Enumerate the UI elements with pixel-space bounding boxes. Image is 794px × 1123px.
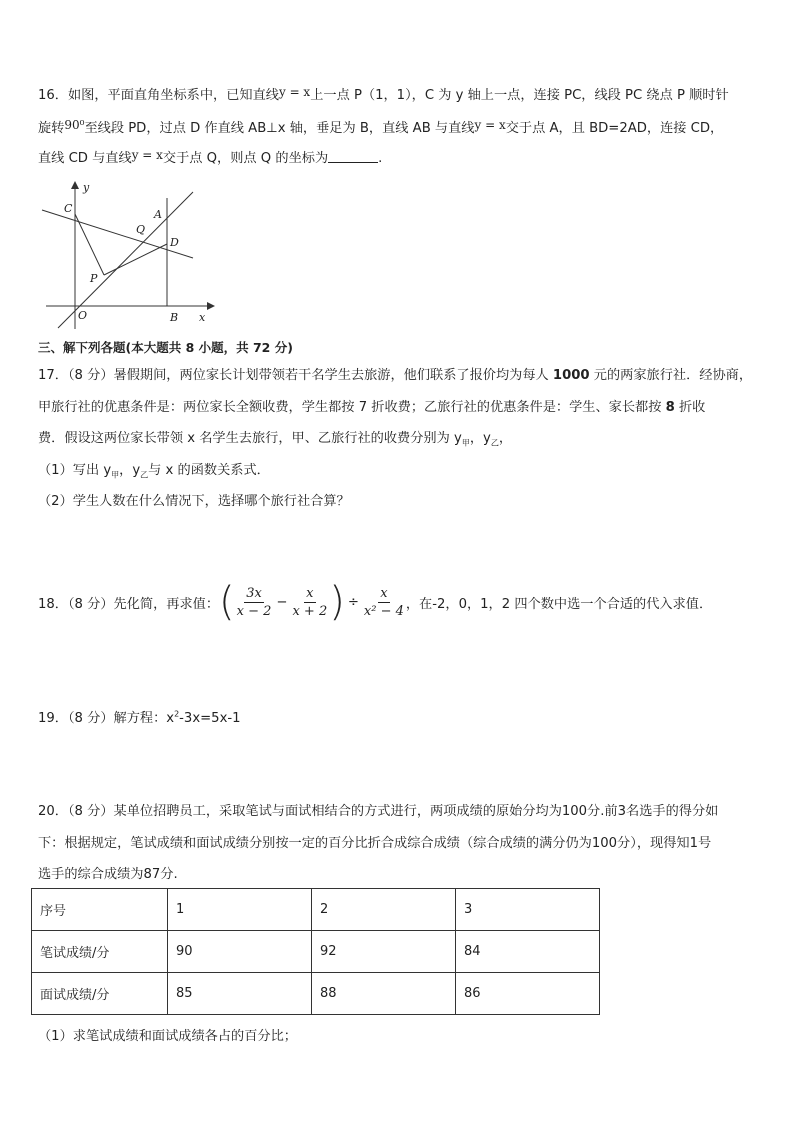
math-y-eq-x: y = x xyxy=(278,85,311,99)
math-y-eq-x: y = x xyxy=(131,148,163,162)
table-cell: 88 xyxy=(312,973,456,1015)
table-row xyxy=(32,889,600,931)
q17-line2: 甲旅行社的优惠条件是：两位家长全额收费，学生都按 7 折收费；乙旅行社的优惠条件是：学生、家长都按 8 折收 xyxy=(38,400,706,415)
label-a: A xyxy=(154,208,162,221)
label-y: y xyxy=(83,181,90,194)
table-row xyxy=(32,931,600,973)
table-cell: 序号 xyxy=(32,889,168,931)
q20-part1: （1）求笔试成绩和面试成绩各占的百分比； xyxy=(38,1029,297,1044)
fraction-3: $\frac{x}{\text{x² − 4}}$ xyxy=(363,585,404,619)
q19: 19．（8 分）解方程：$x^2-3x=5x-1$ xyxy=(38,709,241,726)
label-o: O xyxy=(78,309,88,322)
answer-blank[interactable] xyxy=(328,150,378,163)
section-3-header: 三、解下列各题(本大题共 8 小题，共 72 分) xyxy=(38,340,293,355)
table-cell: 1 xyxy=(168,889,312,931)
q16-line2: 旋转90⁰至线段 PD，过点 D 作直线 AB⊥x 轴，垂足为 B，直线 AB 与直线y = x交于点 A，且 BD=2AD，连接 CD， xyxy=(38,118,724,136)
table-cell: 面试成绩/分 xyxy=(32,973,168,1015)
label-p: P xyxy=(90,272,98,285)
table-row xyxy=(32,973,600,1015)
paren-close: ) xyxy=(329,579,345,625)
q18: 18．（8 分）先化简，再求值： ( $\frac{3x}{x - 2}$ − $\frac{x}{x + 2}$ ) ÷ $\frac{x}{\text{x² − 4}}$ ，在-2，0，1，2 四个数中选一个合适的代入求值． xyxy=(38,579,713,625)
math-y-eq-x: y = x xyxy=(474,118,506,132)
segment-pc xyxy=(75,214,104,275)
label-c: C xyxy=(64,202,73,215)
q20-line1: 20．（8 分）某单位招聘员工，采取笔试与面试相结合的方式进行，两项成绩的原始分均为100分.前3名选手的得分如 xyxy=(38,804,719,819)
q20-line3: 选手的综合成绩为87分. xyxy=(38,867,178,882)
line-y-eq-x xyxy=(58,192,193,328)
fraction-2: $\frac{x}{x + 2}$ xyxy=(292,585,328,619)
label-d: D xyxy=(170,236,179,249)
label-x: x xyxy=(199,311,206,324)
table-cell: 90 xyxy=(168,931,312,973)
segment-pd xyxy=(104,244,167,275)
q17-part1: （1）写出 $y_甲$，$y_乙$与 x 的函数关系式． xyxy=(38,463,270,480)
table-cell: 84 xyxy=(456,931,600,973)
line-cd xyxy=(42,210,193,258)
q17-part2: （2）学生人数在什么情况下，选择哪个旅行社合算？ xyxy=(38,494,350,509)
q16-coordinate-figure xyxy=(38,176,223,331)
q16-line1: 16．如图，平面直角坐标系中，已知直线y = x上一点 P（1，1），C 为 y 轴上一点，连接 PC，线段 PC 绕点 P 顺时针 xyxy=(38,85,729,103)
q16-line3: 直线 CD 与直线y = x交于点 Q，则点 Q 的坐标为 . xyxy=(38,148,383,166)
label-b: B xyxy=(170,311,179,324)
table-cell: 2 xyxy=(312,889,456,931)
scores-table xyxy=(31,888,600,1015)
table-cell: 笔试成绩/分 xyxy=(32,931,168,973)
q17-line3: 费．假设这两位家长带领 x 名学生去旅行，甲、乙旅行社的收费分别为 $y_甲$，$y_乙$， xyxy=(38,431,512,448)
table-cell: 92 xyxy=(312,931,456,973)
q17-line1: 17．（8 分）暑假期间，两位家长计划带领若干名学生去旅游，他们联系了报价均为每人 1000 元的两家旅行社．经协商， xyxy=(38,368,753,383)
table-cell: 85 xyxy=(168,973,312,1015)
table-cell: 3 xyxy=(456,889,600,931)
table-cell: 86 xyxy=(456,973,600,1015)
q20-line2: 下：根据规定，笔试成绩和面试成绩分别按一定的百分比折合成综合成绩（综合成绩的满分仍为100分），现得知1号 xyxy=(38,836,712,851)
label-q: Q xyxy=(136,223,146,236)
fraction-1: $\frac{3x}{x - 2}$ xyxy=(236,585,272,619)
math-90-degrees: 90⁰ xyxy=(64,118,85,132)
paren-open: ( xyxy=(219,579,235,625)
